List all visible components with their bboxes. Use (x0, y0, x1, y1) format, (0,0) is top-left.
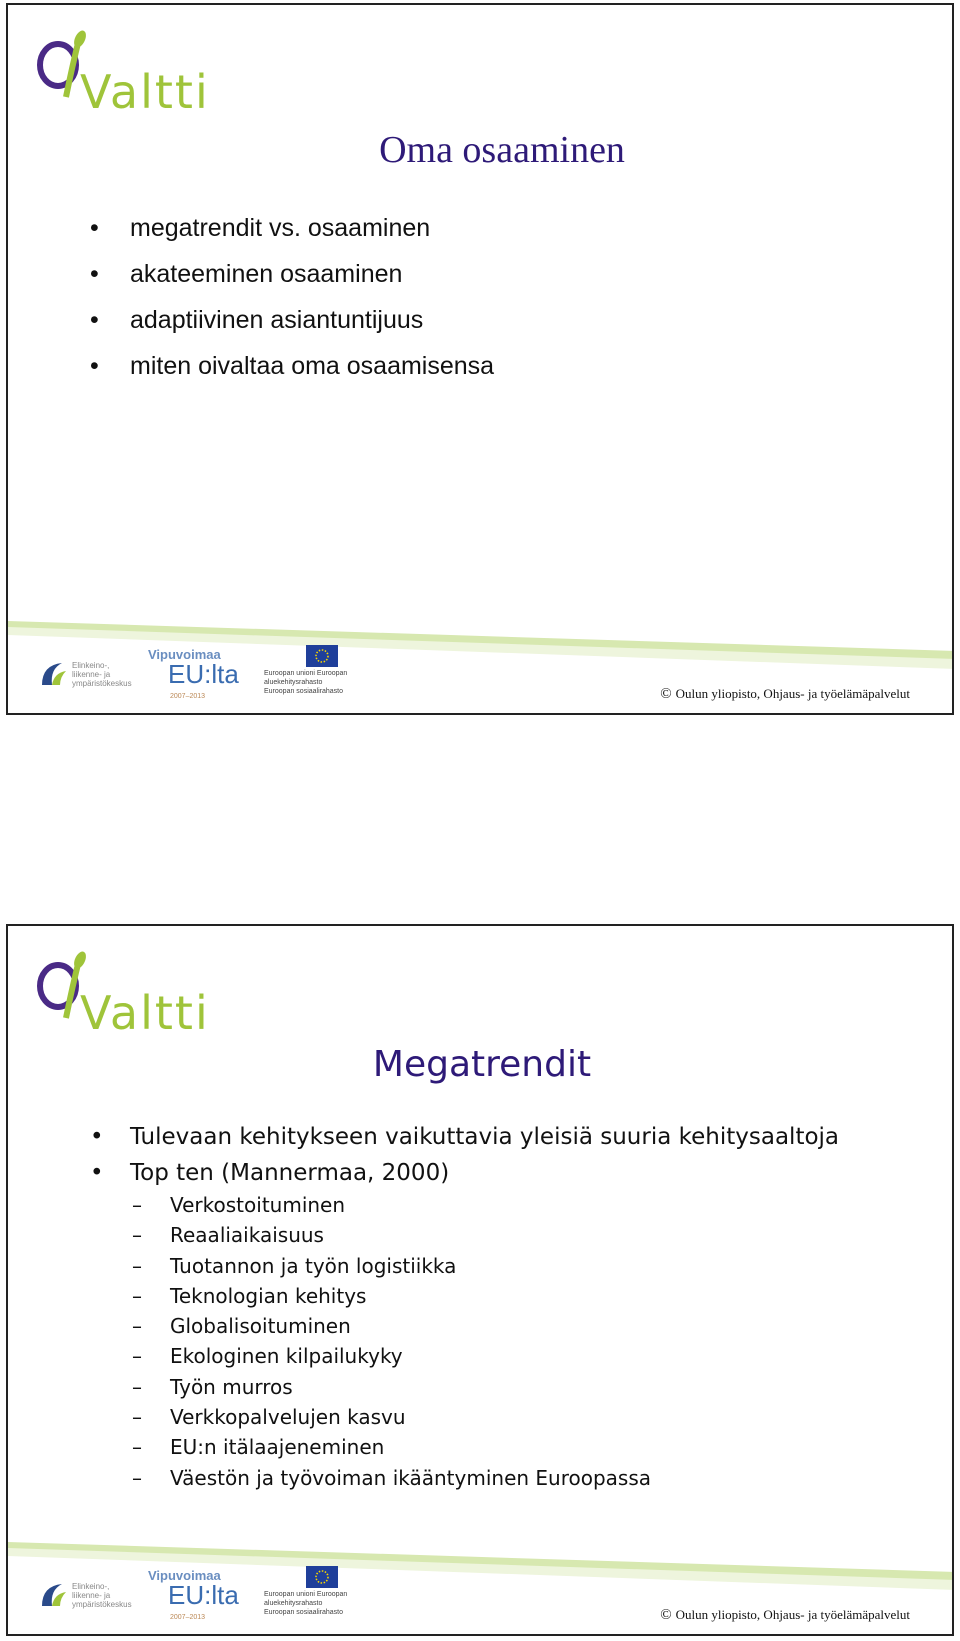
slide-megatrendit (6, 924, 954, 1636)
eu-label: EU:lta (168, 659, 239, 689)
copyright-icon: © (660, 1607, 672, 1623)
sub-item: – Globalisoituminen (90, 1311, 850, 1341)
bullet-list (90, 1122, 850, 1499)
sub-item: – Työn murros (90, 1372, 850, 1402)
valtti-logo (32, 948, 222, 1038)
slide-oma-osaaminen (6, 3, 954, 715)
eu-label: EU:lta (168, 1580, 239, 1610)
copyright-line (660, 1607, 910, 1624)
sub-item: – Ekologinen kilpailukyky (90, 1341, 850, 1371)
sub-item: – Reaaliaikaisuus (90, 1220, 850, 1250)
eu-funds-label: Euroopan unioni Euroopan aluekehitysrahasto Euroopan sosiaalirahasto (264, 670, 348, 695)
bullet-item: • miten oivaltaa oma osaamisensa (90, 351, 494, 397)
sponsor-logos (36, 641, 356, 703)
valtti-logo-text: Valtti (80, 986, 210, 1040)
bullet-item (90, 1122, 850, 1152)
sub-item: – Tuotannon ja työn logistiikka (90, 1251, 850, 1281)
sub-item: – Verkkopalvelujen kasvu (90, 1402, 850, 1432)
slide-footer (8, 1542, 954, 1634)
years-label: 2007–2013 (170, 1614, 206, 1621)
sponsor-logos (36, 1562, 356, 1624)
ely-label: Elinkeino-, liikenne- ja ympäristökeskus (72, 661, 132, 688)
sub-item: – Verkostoituminen (90, 1190, 850, 1220)
years-label: 2007–2013 (170, 693, 206, 700)
valtti-logo-text: Valtti (80, 65, 210, 119)
bullet-list (90, 213, 494, 397)
bullet-item: • megatrendit vs. osaaminen (90, 213, 494, 259)
ely-label: Elinkeino-, liikenne- ja ympäristökeskus (72, 1582, 132, 1609)
valtti-logo (32, 27, 222, 117)
slide-title: Oma osaaminen (379, 129, 625, 171)
copyright-text: Oulun yliopisto, Ohjaus- ja työelämäpalvelut (675, 686, 910, 701)
eu-funds-label: Euroopan unioni Euroopan aluekehitysrahasto Euroopan sosiaalirahasto (264, 1591, 348, 1616)
copyright-line (660, 686, 910, 703)
vipuvoimaa-label: Vipuvoimaa (148, 647, 221, 662)
bullet-text: Top ten (Mannermaa, 2000) (130, 1160, 450, 1186)
sub-item: – Teknologian kehitys (90, 1281, 850, 1311)
sub-list (90, 1190, 850, 1493)
eu-flag-icon (306, 645, 338, 667)
slide-footer (8, 621, 954, 713)
bullet-item (90, 1158, 850, 1493)
bullet-text: Tulevaan kehitykseen vaikuttavia yleisiä suuria kehitysaaltoja (130, 1124, 840, 1150)
ely-logo (38, 1580, 68, 1608)
copyright-icon: © (660, 686, 672, 702)
vipuvoimaa-label: Vipuvoimaa (148, 1568, 221, 1583)
bullet-item: • akateeminen osaaminen (90, 259, 494, 305)
bullet-item: • adaptiivinen asiantuntijuus (90, 305, 494, 351)
sub-item: – Väestön ja työvoiman ikääntyminen Euroopassa (90, 1463, 850, 1493)
ely-logo (38, 659, 68, 687)
eu-flag-icon (306, 1566, 338, 1588)
copyright-text: Oulun yliopisto, Ohjaus- ja työelämäpalvelut (675, 1607, 910, 1622)
slide-title: Megatrendit (372, 1044, 592, 1085)
sub-item: – EU:n itälaajeneminen (90, 1432, 850, 1462)
